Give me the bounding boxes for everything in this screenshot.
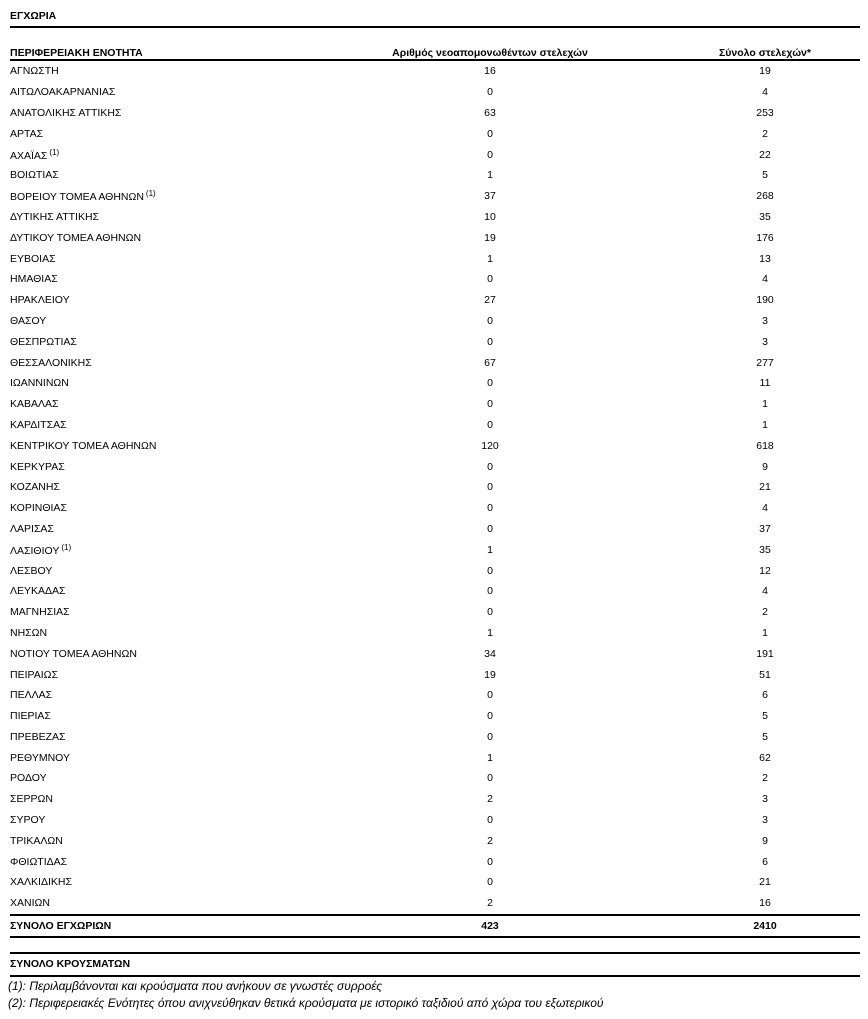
region-cell [10, 331, 370, 352]
total-cell: 190 [756, 294, 774, 307]
new-isolated-cell: 19 [484, 231, 496, 244]
new-isolated-cell: 67 [484, 356, 496, 369]
footnote-marker: (1) [49, 147, 60, 157]
region-cell [10, 643, 370, 664]
region-cell [10, 685, 370, 706]
total-cell: 35 [759, 210, 771, 223]
total-cell: 51 [759, 668, 771, 681]
table-row [10, 768, 860, 789]
new-isolated-cell: 0 [487, 522, 493, 535]
new-isolated-cell: 0 [487, 730, 493, 743]
new-isolated-cell: 0 [487, 314, 493, 327]
region-name: ΑΓΝΩΣΤΗ [10, 65, 59, 78]
region-name: ΣΕΡΡΩΝ [10, 793, 53, 806]
table-row [10, 415, 860, 436]
table-row [10, 269, 860, 290]
new-isolated-cell: 0 [487, 606, 493, 619]
region-cell [10, 269, 370, 290]
region-name: ΑΝΑΤΟΛΙΚΗΣ ΑΤΤΙΚΗΣ [10, 106, 122, 119]
new-isolated-cell: 10 [484, 210, 496, 223]
new-isolated-cell: 0 [487, 127, 493, 140]
new-isolated-cell: 16 [484, 65, 496, 78]
header-total: Σύνολο στελεχών* [610, 42, 860, 60]
table-row [10, 664, 860, 685]
total-cell: 37 [759, 522, 771, 535]
total-cell: 2 [762, 772, 768, 785]
regions-table [10, 42, 860, 938]
region-name: ΧΑΛΚΙΔΙΚΗΣ [10, 876, 72, 889]
region-name: ΘΑΣΟΥ [10, 314, 47, 327]
region-name: ΛΕΣΒΟΥ [10, 564, 53, 577]
region-cell [10, 186, 370, 207]
region-cell [10, 664, 370, 685]
region-cell [10, 789, 370, 810]
new-isolated-cell: 0 [487, 855, 493, 868]
table-row [10, 207, 860, 228]
table-row [10, 830, 860, 851]
table-row [10, 498, 860, 519]
new-isolated-cell: 0 [487, 148, 493, 161]
region-name: ΤΡΙΚΑΛΩΝ [10, 834, 63, 847]
region-name: ΛΑΡΙΣΑΣ [10, 522, 54, 535]
region-name: ΠΕΛΛΑΣ [10, 689, 53, 702]
region-cell [10, 581, 370, 602]
total-cell: 176 [756, 231, 774, 244]
region-name: ΣΥΡΟΥ [10, 814, 46, 827]
new-isolated-cell: 0 [487, 481, 493, 494]
new-isolated-cell: 63 [484, 106, 496, 119]
region-cell [10, 435, 370, 456]
total-cell: 3 [762, 314, 768, 327]
header-region: ΠΕΡΙΦΕΡΕΙΑΚΗ ΕΝΟΤΗΤΑ [10, 42, 370, 60]
total-cell: 9 [762, 460, 768, 473]
region-cell [10, 227, 370, 248]
total-cell: 253 [756, 106, 774, 119]
new-isolated-cell: 1 [487, 543, 493, 556]
total-cell: 9 [762, 834, 768, 847]
region-name: ΚΑΡΔΙΤΣΑΣ [10, 418, 67, 431]
region-cell [10, 352, 370, 373]
region-cell [10, 82, 370, 103]
table-row [10, 581, 860, 602]
region-name: ΚΟΡΙΝΘΙΑΣ [10, 502, 67, 515]
region-name: ΡΟΔΟΥ [10, 772, 47, 785]
summary-label: ΣΥΝΟΛΟ ΚΡΟΥΣΜΑΤΩΝ [10, 958, 131, 970]
region-cell [10, 248, 370, 269]
region-cell [10, 373, 370, 394]
total-cell: 1 [762, 418, 768, 431]
footnote-marker: (1) [145, 189, 156, 199]
total-cell: 4 [762, 585, 768, 598]
region-name: ΝΟΤΙΟΥ ΤΟΜΕΑ ΑΘΗΝΩΝ [10, 647, 137, 660]
total-cell: 3 [762, 335, 768, 348]
region-name: ΒΟΙΩΤΙΑΣ [10, 169, 59, 182]
new-isolated-cell: 0 [487, 585, 493, 598]
region-cell [10, 747, 370, 768]
total-cell: 618 [756, 439, 774, 452]
table-row [10, 706, 860, 727]
region-cell [10, 207, 370, 228]
table-row [10, 456, 860, 477]
total-cell: 35 [759, 543, 771, 556]
new-isolated-cell: 0 [487, 335, 493, 348]
new-isolated-cell: 0 [487, 273, 493, 286]
region-cell [10, 830, 370, 851]
table-row [10, 352, 860, 373]
table-row [10, 186, 860, 207]
region-name: ΚΕΡΚΥΡΑΣ [10, 460, 65, 473]
region-name: ΘΕΣΠΡΩΤΙΑΣ [10, 335, 77, 348]
total-cell: 5 [762, 169, 768, 182]
total-cell: 4 [762, 502, 768, 515]
total-cell: 62 [759, 751, 771, 764]
total-cell: 21 [759, 876, 771, 889]
region-name: ΠΡΕΒΕΖΑΣ [10, 730, 66, 743]
total-cell: 5 [762, 730, 768, 743]
section-title-text: ΕΓΧΩΡΙΑ [10, 10, 57, 22]
new-isolated-cell: 1 [487, 751, 493, 764]
total-cell: 19 [759, 65, 771, 78]
table-row [10, 123, 860, 144]
region-cell [10, 623, 370, 644]
total-cell: 21 [759, 481, 771, 494]
new-isolated-cell: 0 [487, 418, 493, 431]
total-cell: 3 [762, 793, 768, 806]
total-cell: 2 [762, 127, 768, 140]
total-total: 2410 [610, 915, 860, 937]
region-cell [10, 498, 370, 519]
footnote-1: (1): Περιλαμβάνονται και κρούσματα που ανήκουν σε γνωστές συρροές [8, 979, 383, 993]
table-row [10, 789, 860, 810]
total-cell: 11 [759, 377, 771, 390]
total-cell: 4 [762, 273, 768, 286]
table-row [10, 311, 860, 332]
region-name: ΗΜΑΘΙΑΣ [10, 273, 58, 286]
region-name: ΑΙΤΩΛΟΑΚΑΡΝΑΝΙΑΣ [10, 86, 116, 99]
new-isolated-cell: 1 [487, 252, 493, 265]
region-cell [10, 768, 370, 789]
table-row [10, 331, 860, 352]
region-name: ΑΧΑΪΑΣ [10, 149, 48, 162]
table-row [10, 519, 860, 540]
region-cell [10, 727, 370, 748]
total-cell: 1 [762, 398, 768, 411]
new-isolated-cell: 0 [487, 564, 493, 577]
region-name: ΚΑΒΑΛΑΣ [10, 398, 59, 411]
table-row [10, 727, 860, 748]
total-cell: 2 [762, 606, 768, 619]
region-name: ΔΥΤΙΚΗΣ ΑΤΤΙΚΗΣ [10, 210, 100, 223]
region-name: ΛΑΣΙΘΙΟΥ [10, 544, 60, 557]
region-cell [10, 872, 370, 893]
table-row [10, 165, 860, 186]
new-isolated-cell: 0 [487, 398, 493, 411]
header-new-isolated: Αριθμός νεοαπομονωθέντων στελεχών [370, 42, 610, 60]
region-cell [10, 103, 370, 124]
region-name: ΔΥΤΙΚΟΥ ΤΟΜΕΑ ΑΘΗΝΩΝ [10, 231, 142, 244]
new-isolated-cell: 0 [487, 377, 493, 390]
table-row [10, 851, 860, 872]
region-cell [10, 560, 370, 581]
region-cell [10, 706, 370, 727]
new-isolated-cell: 0 [487, 772, 493, 785]
region-name: ΠΙΕΡΙΑΣ [10, 710, 51, 723]
region-name: ΑΡΤΑΣ [10, 127, 44, 140]
new-isolated-cell: 37 [484, 190, 496, 203]
region-name: ΗΡΑΚΛΕΙΟΥ [10, 294, 70, 307]
new-isolated-cell: 2 [487, 793, 493, 806]
table-row [10, 394, 860, 415]
region-cell [10, 290, 370, 311]
footnote-marker: (1) [61, 542, 72, 552]
new-isolated-cell: 2 [487, 834, 493, 847]
table-row [10, 602, 860, 623]
table-row [10, 290, 860, 311]
region-cell [10, 893, 370, 915]
table-row [10, 248, 860, 269]
total-cell: 13 [759, 252, 771, 265]
table-row [10, 872, 860, 893]
total-row [10, 915, 860, 937]
region-cell [10, 123, 370, 144]
total-cell: 6 [762, 855, 768, 868]
table-body [10, 60, 860, 915]
region-name: ΛΕΥΚΑΔΑΣ [10, 585, 66, 598]
total-label: ΣΥΝΟΛΟ ΕΓΧΩΡΙΩΝ [10, 915, 370, 937]
new-isolated-cell: 0 [487, 689, 493, 702]
table-row [10, 103, 860, 124]
total-cell: 1 [762, 626, 768, 639]
region-cell [10, 415, 370, 436]
new-isolated-cell: 0 [487, 876, 493, 889]
region-cell [10, 539, 370, 560]
region-cell [10, 165, 370, 186]
table-row [10, 477, 860, 498]
region-cell [10, 477, 370, 498]
new-isolated-cell: 120 [481, 439, 499, 452]
region-name: ΧΑΝΙΩΝ [10, 897, 50, 910]
table-row [10, 685, 860, 706]
region-name: ΠΕΙΡΑΙΩΣ [10, 668, 58, 681]
region-name: ΦΘΙΩΤΙΔΑΣ [10, 855, 68, 868]
new-isolated-cell: 27 [484, 294, 496, 307]
table-row [10, 60, 860, 82]
total-cell: 12 [759, 564, 771, 577]
total-cell: 6 [762, 689, 768, 702]
table-row [10, 560, 860, 581]
region-cell [10, 60, 370, 82]
total-cell: 3 [762, 814, 768, 827]
region-cell [10, 810, 370, 831]
total-new: 423 [370, 915, 610, 937]
table-row [10, 747, 860, 768]
region-cell [10, 311, 370, 332]
region-cell [10, 602, 370, 623]
new-isolated-cell: 34 [484, 647, 496, 660]
region-name: ΜΑΓΝΗΣΙΑΣ [10, 606, 70, 619]
region-cell [10, 851, 370, 872]
region-cell [10, 144, 370, 165]
region-cell [10, 394, 370, 415]
table-row [10, 623, 860, 644]
footnotes [8, 978, 863, 1012]
region-name: ΘΕΣΣΑΛΟΝΙΚΗΣ [10, 356, 92, 369]
table-row [10, 435, 860, 456]
table-row [10, 82, 860, 103]
table-row [10, 227, 860, 248]
section-title [10, 10, 860, 28]
new-isolated-cell: 0 [487, 710, 493, 723]
table-row [10, 539, 860, 560]
table-header-row [10, 42, 860, 60]
total-cell: 22 [759, 148, 771, 161]
total-cell: 268 [756, 190, 774, 203]
total-cell: 5 [762, 710, 768, 723]
new-isolated-cell: 19 [484, 668, 496, 681]
new-isolated-cell: 2 [487, 897, 493, 910]
region-cell [10, 519, 370, 540]
region-name: ΡΕΘΥΜΝΟΥ [10, 751, 71, 764]
table-row [10, 144, 860, 165]
region-name: ΒΟΡΕΙΟΥ ΤΟΜΕΑ ΑΘΗΝΩΝ [10, 191, 144, 204]
new-isolated-cell: 0 [487, 460, 493, 473]
new-isolated-cell: 1 [487, 169, 493, 182]
total-cell: 16 [759, 897, 771, 910]
region-name: ΚΟΖΑΝΗΣ [10, 481, 60, 494]
table-row [10, 893, 860, 915]
region-name: ΚΕΝΤΡΙΚΟΥ ΤΟΜΕΑ ΑΘΗΝΩΝ [10, 439, 157, 452]
new-isolated-cell: 0 [487, 814, 493, 827]
new-isolated-cell: 0 [487, 502, 493, 515]
new-isolated-cell: 0 [487, 86, 493, 99]
new-isolated-cell: 1 [487, 626, 493, 639]
total-cell: 4 [762, 86, 768, 99]
total-cell: 191 [756, 647, 774, 660]
footnote-2: (2): Περιφερειακές Ενότητες όπου ανιχνεύθηκαν θετικά κρούσματα με ιστορικό ταξιδιού από χώρα του εξωτερικού [8, 996, 604, 1010]
region-cell [10, 456, 370, 477]
region-name: ΙΩΑΝΝΙΝΩΝ [10, 377, 69, 390]
table-row [10, 643, 860, 664]
region-name: ΝΗΣΩΝ [10, 626, 48, 639]
table-row [10, 373, 860, 394]
table-row [10, 810, 860, 831]
region-name: ΕΥΒΟΙΑΣ [10, 252, 56, 265]
total-cell: 277 [756, 356, 774, 369]
summary-row [10, 952, 860, 977]
